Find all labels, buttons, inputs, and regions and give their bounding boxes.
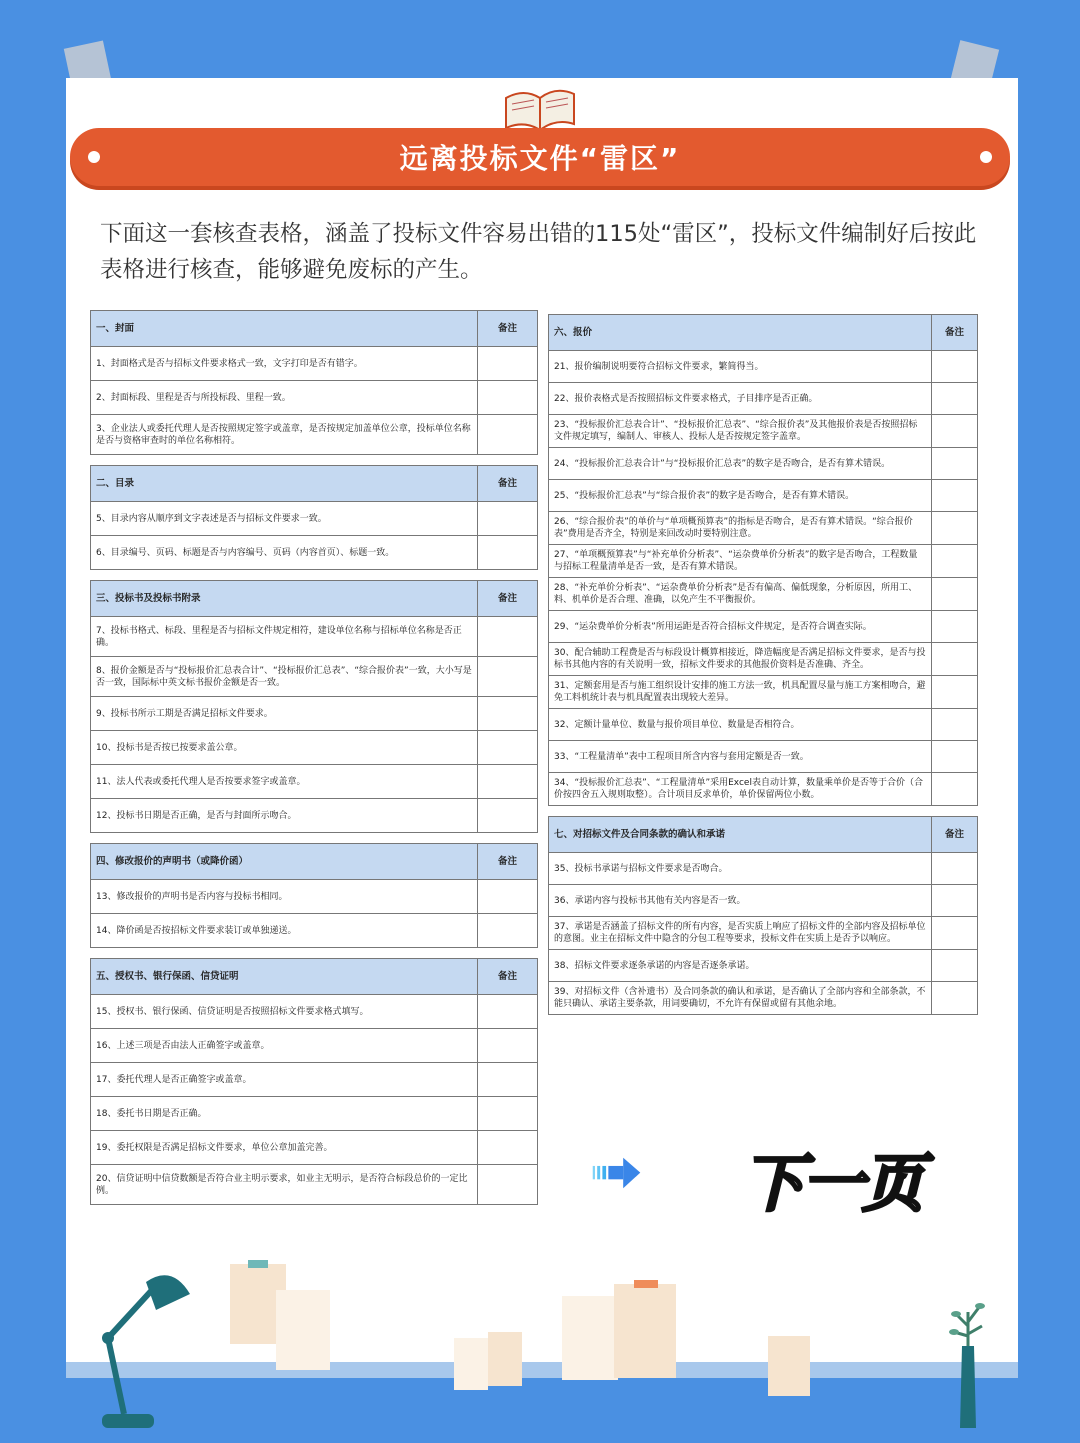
check-item: 5、目录内容从顺序到文字表述是否与招标文件要求一致。 [91, 502, 478, 536]
note-cell[interactable] [932, 578, 978, 611]
check-item: 6、目录编号、页码、标题是否与内容编号、页码（内容首页）、标题一致。 [91, 536, 478, 570]
check-item: 29、“运杂费单价分析表”所用运距是否符合招标文件规定，是否符合调查实际。 [549, 611, 932, 643]
section-title: 二、目录 [91, 466, 478, 502]
note-cell[interactable] [932, 643, 978, 676]
sticky-tape [634, 1280, 658, 1288]
note-cell[interactable] [932, 351, 978, 383]
table-row [91, 415, 538, 455]
section-title: 六、报价 [549, 315, 932, 351]
note-cell[interactable] [478, 1029, 538, 1063]
note-cell[interactable] [478, 1131, 538, 1165]
note-cell[interactable] [478, 415, 538, 455]
check-item: 19、委托权限是否满足招标文件要求，单位公章加盖完善。 [91, 1131, 478, 1165]
table-row [549, 611, 978, 643]
note-cell[interactable] [932, 885, 978, 917]
banner-dot-left [88, 151, 100, 163]
table-row [91, 347, 538, 381]
desk-lamp-icon [94, 1268, 204, 1438]
table-row [91, 1029, 538, 1063]
note-cell[interactable] [478, 697, 538, 731]
note-cell[interactable] [932, 611, 978, 643]
note-cell[interactable] [932, 917, 978, 950]
note-column-header: 备注 [478, 581, 538, 617]
sticky-note [614, 1284, 676, 1378]
table-row [91, 617, 538, 657]
note-column-header: 备注 [478, 311, 538, 347]
checklist-section [90, 310, 538, 455]
check-item: 11、法人代表或委托代理人是否按要求签字或盖章。 [91, 765, 478, 799]
check-item: 27、“单项概预算表”与“补充单价分析表”、“运杂费单价分析表”的数字是否吻合，工程数量与招标工程量清单是否一致，是否有算术错误。 [549, 545, 932, 578]
check-item: 23、“投标报价汇总表合计”、“投标报价汇总表”、“综合报价表”及其他报价表是否按照招标文件规定填写，编制人、审核人、投标人是否按规定签字盖章。 [549, 415, 932, 448]
desk-shelf [66, 1362, 1018, 1378]
note-cell[interactable] [478, 1097, 538, 1131]
table-row [549, 383, 978, 415]
table-row [549, 709, 978, 741]
note-cell[interactable] [932, 545, 978, 578]
table-row [549, 853, 978, 885]
intro-paragraph: 下面这一套核查表格，涵盖了投标文件容易出错的115处“雷区”，投标文件编制好后按此表格进行核查，能够避免废标的产生。 [100, 221, 977, 283]
note-cell[interactable] [478, 1063, 538, 1097]
table-row [549, 950, 978, 982]
checklist-left-column [90, 310, 538, 1215]
note-cell[interactable] [932, 853, 978, 885]
check-item: 9、投标书所示工期是否满足招标文件要求。 [91, 697, 478, 731]
sticky-note [768, 1336, 810, 1396]
checklist-section [90, 843, 538, 948]
sticky-note [488, 1332, 522, 1386]
note-cell[interactable] [932, 950, 978, 982]
checklist-right-column [548, 314, 978, 1025]
check-item: 15、授权书、银行保函、信贷证明是否按照招标文件要求格式填写。 [91, 995, 478, 1029]
table-row [91, 914, 538, 948]
note-cell[interactable] [932, 448, 978, 480]
table-row [549, 676, 978, 709]
note-column-header: 备注 [478, 466, 538, 502]
check-item: 24、“投标报价汇总表合计”与“投标报价汇总表”的数字是否吻合，是否有算术错误。 [549, 448, 932, 480]
table-row [91, 502, 538, 536]
next-page-label[interactable]: 下一页 [742, 1147, 923, 1220]
note-cell[interactable] [932, 741, 978, 773]
note-cell[interactable] [478, 880, 538, 914]
check-item: 30、配合辅助工程费是否与标段设计概算相接近，降造幅度是否满足招标文件要求，是否与投标书其他内容的有关说明一致，招标文件要求的其他报价资料是否准确、齐全。 [549, 643, 932, 676]
title-banner [70, 128, 1010, 186]
check-item: 21、报价编制说明要符合招标文件要求，繁简得当。 [549, 351, 932, 383]
check-item: 32、定额计量单位、数量与报价项目单位、数量是否相符合。 [549, 709, 932, 741]
page-title: 远离投标文件“雷区” [399, 142, 681, 175]
table-row [91, 1097, 538, 1131]
check-item: 25、“投标报价汇总表”与“综合报价表”的数字是否吻合，是否有算术错误。 [549, 480, 932, 512]
sticky-tape [248, 1260, 268, 1268]
next-arrow-icon[interactable] [592, 1128, 722, 1218]
table-row [549, 578, 978, 611]
table-row [91, 880, 538, 914]
check-item: 31、定额套用是否与施工组织设计安排的施工方法一致，机具配置尽量与施工方案相吻合，避免工料机统计表与机具配置表出现较大差异。 [549, 676, 932, 709]
note-cell[interactable] [478, 381, 538, 415]
note-cell[interactable] [478, 1165, 538, 1205]
check-item: 10、投标书是否按已按要求盖公章。 [91, 731, 478, 765]
sticky-note [562, 1296, 618, 1380]
section-title: 三、投标书及投标书附录 [91, 581, 478, 617]
note-cell[interactable] [478, 536, 538, 570]
note-cell[interactable] [478, 914, 538, 948]
table-row [91, 657, 538, 697]
checklist-section [90, 580, 538, 833]
table-row [549, 480, 978, 512]
check-item: 3、企业法人或委托代理人是否按照规定签字或盖章，是否按规定加盖单位公章，投标单位名称是否与资格审查时的单位名称相符。 [91, 415, 478, 455]
table-row [549, 773, 978, 806]
check-item: 22、报价表格式是否按照招标文件要求格式，子目排序是否正确。 [549, 383, 932, 415]
table-row [91, 536, 538, 570]
check-item: 1、封面格式是否与招标文件要求格式一致，文字打印是否有错字。 [91, 347, 478, 381]
note-cell[interactable] [932, 676, 978, 709]
checklist-section [90, 958, 538, 1205]
check-item: 17、委托代理人是否正确签字或盖章。 [91, 1063, 478, 1097]
check-item: 28、“补充单价分析表”、“运杂费单价分析表”是否有偏高、偏低现象，分析原因，所用工、料、机单价是否合理、准确，以免产生不平衡报价。 [549, 578, 932, 611]
table-row [549, 917, 978, 950]
check-item: 12、投标书日期是否正确，是否与封面所示吻合。 [91, 799, 478, 833]
note-cell[interactable] [932, 512, 978, 545]
table-row [91, 799, 538, 833]
note-cell[interactable] [478, 617, 538, 657]
check-item: 33、“工程量清单”表中工程项目所含内容与套用定额是否一致。 [549, 741, 932, 773]
table-row [549, 512, 978, 545]
check-item: 39、对招标文件（含补遗书）及合同条款的确认和承诺，是否确认了全部内容和全部条款，不能只确认、承诺主要条款，用词要确切，不允许有保留或留有其他余地。 [549, 982, 932, 1015]
check-item: 26、“综合报价表”的单价与“单项概预算表”的指标是否吻合，是否有算术错误。“综合报价表”费用是否齐全，特别是来回改动时要特别注意。 [549, 512, 932, 545]
table-row [549, 448, 978, 480]
note-cell[interactable] [932, 773, 978, 806]
table-row [91, 765, 538, 799]
table-row [549, 415, 978, 448]
checklist-section [90, 465, 538, 570]
sticky-note [276, 1290, 330, 1370]
check-item: 34、“投标报价汇总表”、“工程量清单”采用Excel表自动计算，数量乘单价是否等于合价（合价按四舍五入规则取整）。合计项目反求单价，单价保留两位小数。 [549, 773, 932, 806]
note-cell[interactable] [478, 765, 538, 799]
table-row [549, 982, 978, 1015]
note-cell[interactable] [478, 347, 538, 381]
section-title: 七、对招标文件及合同条款的确认和承诺 [549, 817, 932, 853]
section-title: 五、授权书、银行保函、信贷证明 [91, 959, 478, 995]
note-column-header: 备注 [932, 817, 978, 853]
check-item: 16、上述三项是否由法人正确签字或盖章。 [91, 1029, 478, 1063]
table-row [549, 545, 978, 578]
note-column-header: 备注 [932, 315, 978, 351]
table-row [91, 1131, 538, 1165]
note-column-header: 备注 [478, 844, 538, 880]
open-book-icon [500, 84, 580, 134]
check-item: 7、投标书格式、标段、里程是否与招标文件规定相符，建设单位名称与招标单位名称是否正确。 [91, 617, 478, 657]
check-item: 18、委托书日期是否正确。 [91, 1097, 478, 1131]
check-item: 8、报价金额是否与“投标报价汇总表合计”、“投标报价汇总表”、“综合报价表”一致，大小写是否一致，国际标中英文标书报价金额是否一致。 [91, 657, 478, 697]
note-cell[interactable] [478, 502, 538, 536]
checklist-section [548, 816, 978, 1015]
table-row [91, 381, 538, 415]
check-item: 37、承诺是否涵盖了招标文件的所有内容，是否实质上响应了招标文件的全部内容及招标单位的意图。业主在招标文件中隐含的分包工程等要求，投标文件在实质上是否予以响应。 [549, 917, 932, 950]
plant-vase-icon [946, 1292, 990, 1432]
check-item: 2、封面标段、里程是否与所投标段、里程一致。 [91, 381, 478, 415]
note-cell[interactable] [478, 657, 538, 697]
table-row [91, 1165, 538, 1205]
check-item: 13、修改报价的声明书是否内容与投标书相同。 [91, 880, 478, 914]
table-row [549, 643, 978, 676]
banner-dot-right [980, 151, 992, 163]
check-item: 36、承诺内容与投标书其他有关内容是否一致。 [549, 885, 932, 917]
check-item: 20、信贷证明中信贷数额是否符合业主明示要求，如业主无明示，是否符合标段总价的一定比例。 [91, 1165, 478, 1205]
table-row [91, 697, 538, 731]
note-cell[interactable] [478, 995, 538, 1029]
note-cell[interactable] [932, 415, 978, 448]
note-cell[interactable] [932, 709, 978, 741]
note-column-header: 备注 [478, 959, 538, 995]
table-row [91, 1063, 538, 1097]
check-item: 38、招标文件要求逐条承诺的内容是否逐条承诺。 [549, 950, 932, 982]
table-row [549, 351, 978, 383]
note-cell[interactable] [478, 799, 538, 833]
section-title: 四、修改报价的声明书（或降价函） [91, 844, 478, 880]
table-row [91, 995, 538, 1029]
note-cell[interactable] [478, 731, 538, 765]
note-cell[interactable] [932, 383, 978, 415]
sticky-note [454, 1338, 488, 1390]
check-item: 35、投标书承诺与招标文件要求是否吻合。 [549, 853, 932, 885]
table-row [549, 885, 978, 917]
section-title: 一、封面 [91, 311, 478, 347]
table-row [91, 731, 538, 765]
note-cell[interactable] [932, 480, 978, 512]
note-cell[interactable] [932, 982, 978, 1015]
check-item: 14、降价函是否按招标文件要求装订或单独递送。 [91, 914, 478, 948]
table-row [549, 741, 978, 773]
checklist-section [548, 314, 978, 806]
